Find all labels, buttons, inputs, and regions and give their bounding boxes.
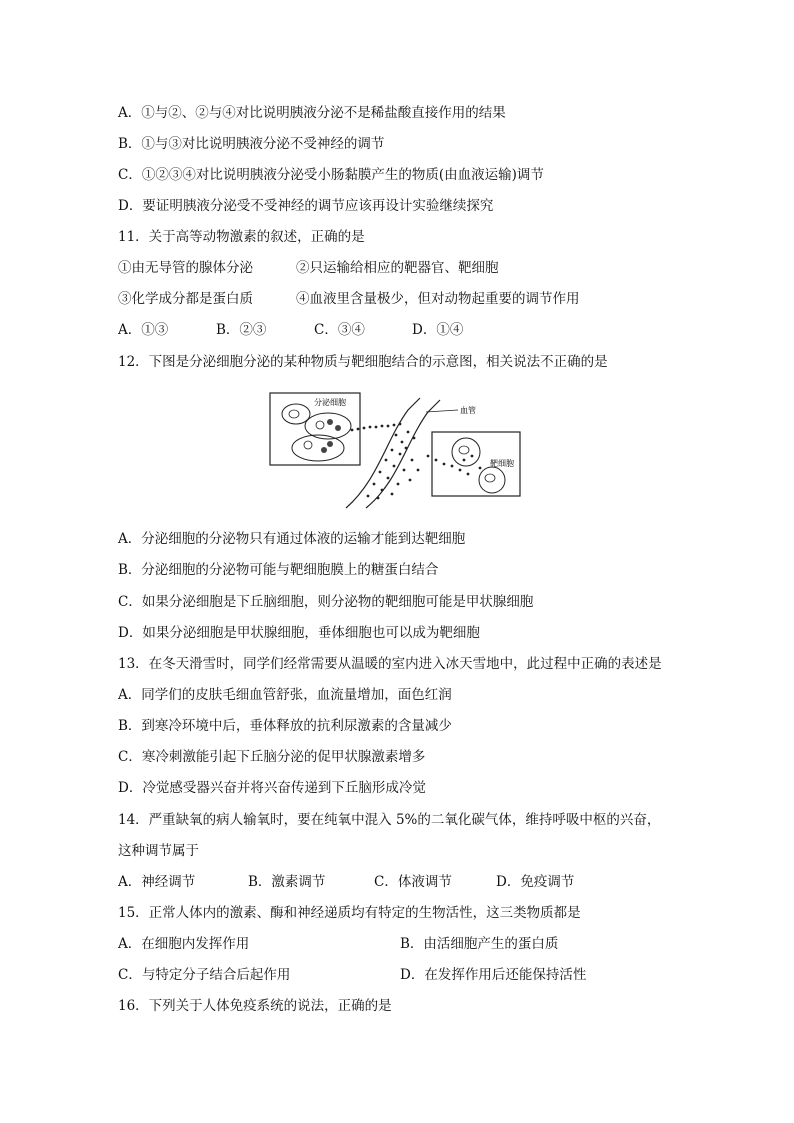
q11-statements-row-1 — [118, 259, 499, 277]
q14-option-a: A．神经调节 — [118, 874, 196, 890]
q10-option-c: C．①②③④对比说明胰液分泌受小肠黏膜产生的物质(由血液运输)调节 — [118, 167, 544, 183]
q14-stem-line-1: 14．严重缺氧的病人输氧时，要在纯氧中混入 5%的二氧化碳气体，维持呼吸中枢的兴奋， — [118, 812, 661, 828]
target-cell-label: 靶细胞 — [490, 459, 514, 468]
q10-option-d: D．要证明胰液分泌受不受神经的调节应该再设计实验继续探究 — [118, 198, 494, 214]
vessel-wall-left — [346, 398, 420, 508]
q10-option-b: B．①与③对比说明胰液分泌不受神经的调节 — [118, 136, 385, 152]
vessel-label: 血管 — [460, 406, 476, 415]
q14-option-c: C．体液调节 — [374, 874, 452, 890]
q11-statement-4: ④血液里含量极少，但对动物起重要的调节作用 — [296, 291, 580, 307]
q12-option-b: B．分泌细胞的分泌物可能与靶细胞膜上的糖蛋白结合 — [118, 562, 439, 578]
q11-option-b: B．②③ — [216, 322, 267, 338]
q12-option-c: C．如果分泌细胞是下丘脑细胞，则分泌物的靶细胞可能是甲状腺细胞 — [118, 594, 534, 610]
q14-option-d: D．免疫调节 — [496, 874, 575, 890]
q13-option-c: C．寒冷刺激能引起下丘脑分泌的促甲状腺激素增多 — [118, 749, 426, 765]
q10-option-a: A．①与②、②与④对比说明胰液分泌不是稀盐酸直接作用的结果 — [118, 105, 506, 121]
q12-option-d: D．如果分泌细胞是甲状腺细胞，垂体细胞也可以成为靶细胞 — [118, 625, 480, 641]
q12-stem: 12．下图是分泌细胞分泌的某种物质与靶细胞结合的示意图，相关说法不正确的是 — [118, 354, 608, 370]
q11-option-d: D．①④ — [412, 322, 464, 338]
q11-stem: 11．关于高等动物激素的叙述，正确的是 — [118, 229, 365, 245]
q15-option-b: B．由活细胞产生的蛋白质 — [400, 936, 559, 952]
q13-stem: 13．在冬天滑雪时，同学们经常需要从温暖的室内进入冰天雪地中，此过程中正确的表述是 — [118, 656, 662, 672]
q11-statement-2: ②只运输给相应的靶器官、靶细胞 — [296, 260, 499, 276]
q11-statement-3: ③化学成分都是蛋白质 — [118, 291, 253, 307]
vessel-wall-right — [366, 400, 440, 508]
q12-diagram — [268, 390, 528, 510]
q15-option-c: C．与特定分子结合后起作用 — [118, 967, 291, 983]
q14-options — [118, 873, 574, 891]
q16-stem: 16．下列关于人体免疫系统的说法，正确的是 — [118, 998, 392, 1014]
q13-option-a: A．同学们的皮肤毛细血管舒张，血流量增加，面色红润 — [118, 687, 452, 703]
q14-option-b: B．激素调节 — [248, 874, 326, 890]
q13-option-b: B．到寒冷环境中后，垂体释放的抗利尿激素的含量减少 — [118, 718, 452, 734]
q11-statement-1: ①由无导管的腺体分泌 — [118, 260, 253, 276]
q11-option-c: C．③④ — [314, 322, 365, 338]
q15-stem: 15．正常人体内的激素、酶和神经递质均有特定的生物活性，这三类物质都是 — [118, 905, 581, 921]
q15-option-a: A．在细胞内发挥作用 — [118, 936, 250, 952]
q15-options-row-2 — [118, 966, 586, 984]
q12-option-a: A．分泌细胞的分泌物只有通过体液的运输才能到达靶细胞 — [118, 531, 466, 547]
q15-option-d: D．在发挥作用后还能保持活性 — [400, 967, 587, 983]
q11-option-a: A．①③ — [118, 322, 169, 338]
q11-statements-row-2 — [118, 290, 580, 308]
q11-options — [118, 321, 463, 339]
q14-stem-line-2: 这种调节属于 — [118, 843, 199, 859]
secretory-cell-label: 分泌细胞 — [314, 398, 346, 407]
q15-options-row-1 — [118, 935, 558, 953]
q13-option-d: D．冷觉感受器兴奋并将兴奋传递到下丘脑形成冷觉 — [118, 780, 426, 796]
